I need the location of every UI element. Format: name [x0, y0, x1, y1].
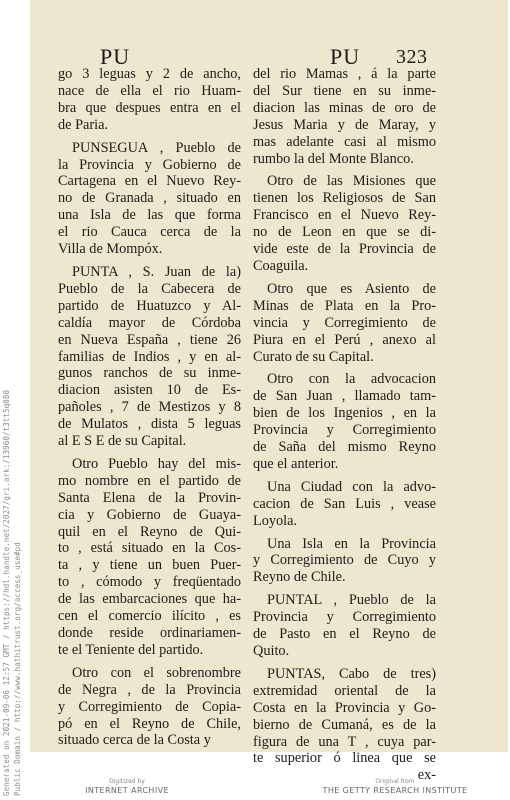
paragraph [253, 592, 436, 660]
text-line: una Isla de las que forma [58, 207, 241, 224]
text-line: nace de ella el rio Huam- [58, 82, 241, 99]
text-line: cia y Gobierno de Guaya- [58, 506, 241, 523]
text-line: Una Ciudad con la advo- [267, 478, 436, 495]
right-column [253, 66, 436, 790]
text-line: de Saña del mismo Reyno [253, 439, 436, 456]
text-line: vincia y Corregimiento de [253, 314, 436, 331]
paragraph [58, 456, 241, 659]
paragraph [58, 66, 241, 134]
text-line: el rio Cauca cerca de la [58, 224, 241, 241]
text-line: tienen los Religiosos de San [253, 190, 436, 207]
text-line: PUNTAL , Pueblo de la [267, 592, 436, 609]
text-line: Otro con la advocacion [267, 371, 436, 388]
text-line: Minas de Plata en la Pro- [253, 297, 436, 314]
text-line: de San Juan , llamado tam- [253, 388, 436, 405]
text-line: Francisco en el Nuevo Rey- [253, 207, 436, 224]
paragraph [253, 536, 436, 587]
text-line: figura de una T , cuya par- [253, 733, 436, 750]
hathitrust-sidebar [2, 389, 26, 796]
text-line: Provincia y Corregimiento [253, 609, 436, 626]
text-line: situado cerca de la Costa y [58, 732, 211, 749]
left-column [58, 66, 241, 755]
text-line: bien de los Ingenios , en la [253, 405, 436, 422]
text-line: Otro Pueblo hay del mis- [72, 455, 241, 472]
text-line: Santa Elena de la Provin- [58, 489, 241, 506]
paragraph [58, 140, 241, 258]
text-line: diacion las minas de oro de [253, 99, 436, 116]
page-footer [0, 778, 510, 800]
text-line: bierno de Cumaná, es de la [253, 716, 436, 733]
text-line: y Corregimiento de Copia- [58, 698, 241, 715]
text-line: Curato de su Capital. [253, 348, 374, 365]
text-line: Otro de las Misiones que [267, 173, 436, 190]
text-line: donde reside ordinariamen- [58, 625, 241, 641]
text-line: Otro que es Asiento de [267, 280, 436, 297]
page-number: 323 [396, 46, 428, 68]
text-line: de Paria. [58, 116, 109, 133]
text-line: PUNTA , S. Juan de la) [72, 263, 241, 280]
text-line: Otro con el sobrenombre [72, 664, 241, 681]
text-line: Pueblo de la Cabecera de [58, 280, 241, 297]
text-line: no de Granada , situado en [58, 190, 241, 207]
text-line: go 3 leguas y 2 de ancho, [58, 66, 241, 82]
getty-label: THE GETTY RESEARCH INSTITUTE [322, 785, 468, 795]
text-line: Una Isla en la Provincia [267, 535, 436, 552]
text-line: mas adelante casi al mismo [253, 133, 436, 150]
text-line: Quito. [253, 643, 290, 659]
text-line: quil en el Reyno de Qui- [58, 523, 241, 540]
text-line: Costa en la Provincia y Go- [253, 699, 436, 716]
text-line: y Corregimiento de Cuyo y [253, 552, 436, 569]
text-line: Villa de Mompóx. [58, 241, 163, 258]
text-line: Provincia y Corregimiento [253, 422, 436, 439]
text-line: bra que despues entra en el [58, 99, 241, 116]
text-line: Reyno de Chile. [253, 569, 346, 586]
paragraph [253, 666, 436, 784]
text-line: de Mulatos , dista 5 leguas [58, 416, 241, 433]
generated-notice: Generated on 2021-09-06 12:57 GMT / https://hdl.handle.net/2027/gri.ark:/13960/t3tt5q080 [2, 389, 11, 796]
text-line: partido de Huatuzco y Al- [58, 297, 241, 314]
paragraph [58, 665, 241, 750]
text-line: diacion asisten 10 de Es- [58, 382, 241, 399]
text-line: extremidad oriental de la [253, 682, 436, 699]
digitized-by-label: Digitized by [109, 778, 145, 785]
text-line: de Pasto en el Reyno de [253, 626, 436, 643]
paragraph [253, 371, 436, 472]
header-left-guideword: PU [100, 44, 131, 69]
text-line: Loyola. [253, 512, 298, 529]
digitized-by-credit [52, 778, 202, 795]
text-line: gunos ranchos de su inme- [58, 365, 241, 382]
text-line: cen el comercio ilícito , es [58, 608, 241, 625]
text-line: rumbo la del Monte Blanco. [253, 150, 414, 167]
text-line: te el Teniente del partido. [58, 641, 204, 658]
header-right-guideword: PU [330, 44, 361, 69]
paragraph [58, 264, 241, 450]
text-line: del Sur tiene en su inme- [253, 82, 436, 99]
text-line: pañoles , 7 de Mestizos y 8 [58, 399, 241, 416]
text-line: PUNSEGUA , Pueblo de [72, 139, 241, 156]
original-from-label: Original from [375, 778, 415, 785]
text-line: ta , y tiene un buen Puer- [58, 557, 241, 574]
text-line: Coaguila. [253, 257, 309, 274]
text-line: to , está situado en la Cos- [58, 540, 241, 557]
paragraph [253, 281, 436, 366]
original-from-credit [300, 778, 490, 795]
text-line: pó en el Reyno de Chile, [58, 715, 241, 732]
text-line: familias de Indios , y en al- [58, 348, 241, 365]
text-line: Cartagena en el Nuevo Rey- [58, 173, 241, 190]
text-line: PUNTAS, Cabo de tres) [267, 665, 436, 682]
text-line: al E S E de su Capital. [58, 433, 187, 450]
paragraph [253, 66, 436, 167]
paragraph [253, 479, 436, 530]
text-line: Piura en el Perú , anexo al [253, 331, 436, 348]
text-line: del rio Mamas , á la parte [253, 66, 436, 82]
text-line: mo nombre en el partido de [58, 472, 241, 489]
text-line: caldía mayor de Córdoba [58, 314, 241, 331]
text-line: te superior ó linea que se [253, 750, 436, 767]
text-line: que el anterior. [253, 455, 339, 472]
internet-archive-label: INTERNET ARCHIVE [85, 785, 169, 795]
text-line: ex- [417, 767, 436, 784]
text-line: no de Leon en que se di- [253, 224, 436, 241]
text-line: de las embarcaciones que ha- [58, 591, 241, 608]
public-domain-notice: Public Domain / http://www.hathitrust.org/access_use#pd [13, 542, 22, 796]
text-line: to , cómodo y freqüentado [58, 574, 241, 591]
text-line: cacion de San Luis , vease [253, 495, 436, 512]
text-line: en Nueva España , tiene 26 [58, 331, 241, 348]
text-line: la Provincia y Gobierno de [58, 156, 241, 173]
paragraph [253, 173, 436, 274]
text-line: de Negra , de la Provincia [58, 681, 241, 698]
text-line: Jesus Maria y de Maray, y [253, 116, 436, 133]
text-line: vide este de la Provincia de [253, 241, 436, 258]
